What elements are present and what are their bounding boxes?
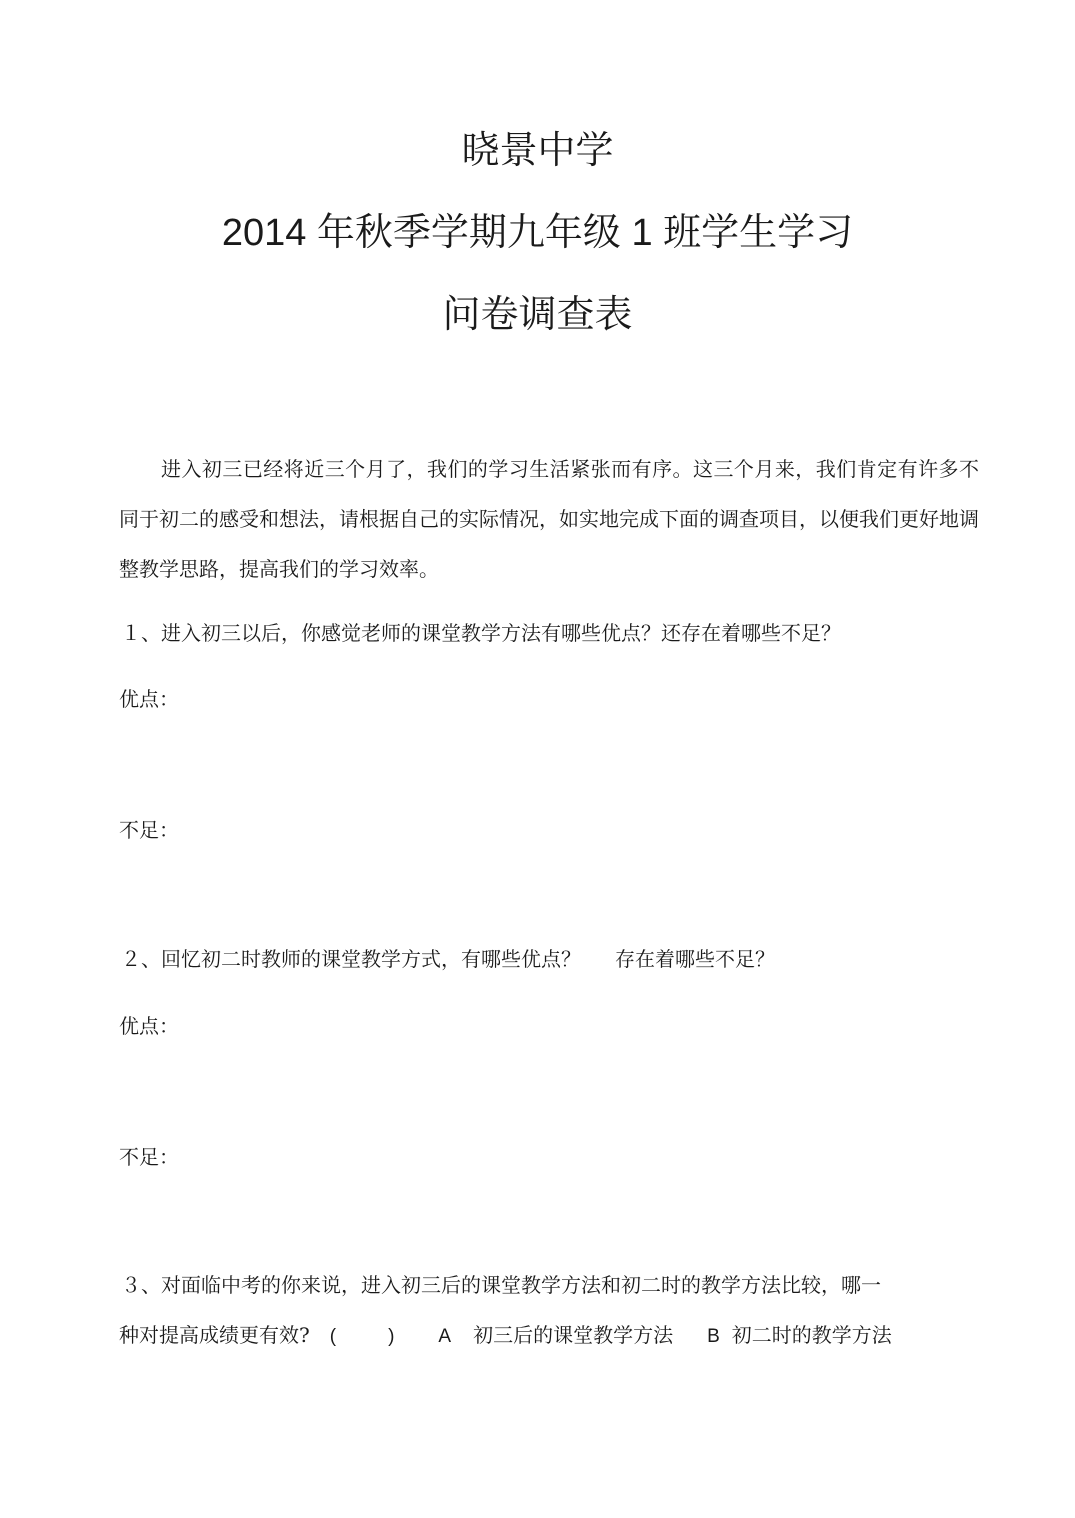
question-3-line1: ３、对面临中考的你来说，进入初三后的课堂教学方法和初二时的教学方法比较，哪一 (121, 1273, 881, 1297)
survey-title-line: 2014 年秋季学期九年级 1 班学生学习 (221, 212, 854, 254)
question-2-part1: ２、回忆初二时教师的课堂教学方式，有哪些优点？ (121, 947, 581, 971)
question-2-shortcomings-label: 不足： (119, 1145, 179, 1169)
answer-bracket-close: ) (388, 1326, 395, 1347)
question-3-line2 (119, 1320, 892, 1352)
school-name: 晓景中学 (461, 130, 614, 172)
question-2-advantages-label: 优点： (119, 1014, 179, 1038)
intro-paragraph: 进入初三已经将近三个月了，我们的学习生活紧张而有序。这三个月来，我们肯定有许多不同于初二的感受和想法，请根据自己的实际情况，如实地完成下面的调查项目，以便我们更好地调整教学思路，提高我们的学习效率。 (119, 457, 979, 581)
survey-title-subline: 问卷调查表 (442, 294, 633, 336)
question-1: １、进入初三以后，你感觉老师的课堂教学方法有哪些优点？还存在着哪些不足？ (121, 621, 841, 645)
answer-bracket-open: ( (329, 1326, 337, 1347)
option-b-text: 初二时的教学方法 (731, 1323, 892, 1347)
question-3-prompt: 种对提高成绩更有效? (119, 1323, 310, 1347)
option-b-letter: B (707, 1326, 720, 1347)
option-a-text: 初三后的课堂教学方法 (473, 1323, 674, 1347)
question-1-shortcomings-label: 不足： (119, 818, 179, 842)
option-a-letter: A (438, 1326, 452, 1347)
question-1-advantages-label: 优点： (119, 687, 179, 711)
question-2 (121, 944, 775, 974)
question-2-part2: 存在着哪些不足？ (615, 947, 775, 971)
